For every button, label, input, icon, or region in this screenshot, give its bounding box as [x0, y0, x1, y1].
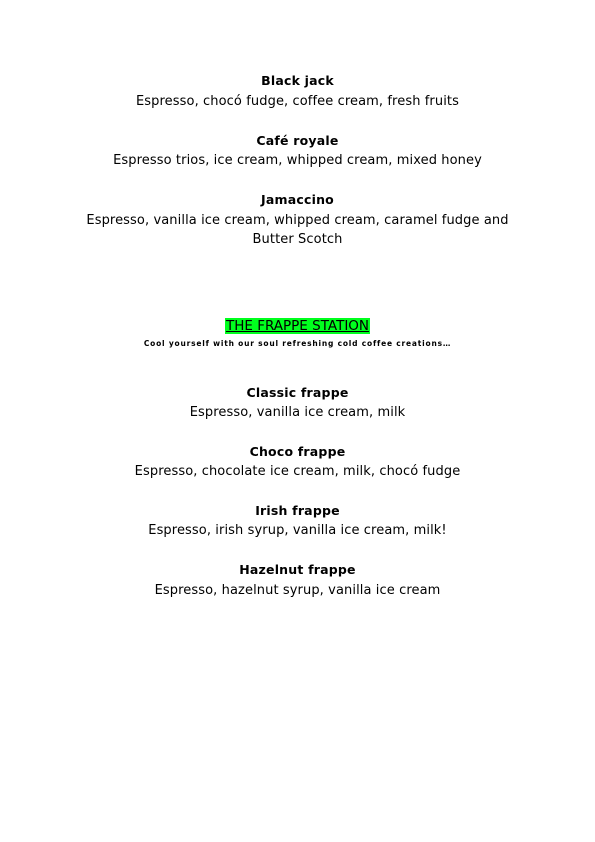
section-heading-text: THE FRAPPE STATION	[225, 318, 370, 334]
section-heading-frappe-station	[0, 316, 595, 335]
menu-item-description-classic-frappe: Espresso, vanilla ice cream, milk	[189, 405, 406, 420]
menu-item-description-irish-frappe: Espresso, irish syrup, vanilla ice cream, milk!	[148, 523, 447, 538]
menu-item-description-black-jack: Espresso, chocó fudge, coffee cream, fresh fruits	[135, 94, 460, 109]
menu-item-name-cafe-royale: Café royale	[256, 133, 339, 148]
menu-item-description-jamaccino-line2: Butter Scotch	[252, 232, 343, 247]
menu-item-name-classic-frappe: Classic frappe	[246, 385, 349, 400]
menu-item-name-jamaccino: Jamaccino	[261, 192, 334, 207]
menu-item-description-choco-frappe: Espresso, chocolate ice cream, milk, chocó fudge	[134, 464, 461, 479]
menu-item-description-jamaccino-line1: Espresso, vanilla ice cream, whipped cream, caramel fudge and	[86, 213, 509, 228]
menu-item-description-hazelnut-frappe: Espresso, hazelnut syrup, vanilla ice cream	[154, 583, 441, 598]
menu-item-name-black-jack: Black jack	[261, 73, 334, 88]
menu-item-name-hazelnut-frappe: Hazelnut frappe	[239, 562, 356, 577]
section-subtitle: Cool yourself with our soul refreshing cold coffee creations…	[143, 339, 452, 348]
menu-item-name-irish-frappe: Irish frappe	[255, 503, 340, 518]
menu-item-name-choco-frappe: Choco frappe	[249, 444, 346, 459]
menu-item-description-cafe-royale: Espresso trios, ice cream, whipped cream, mixed honey	[113, 153, 482, 168]
